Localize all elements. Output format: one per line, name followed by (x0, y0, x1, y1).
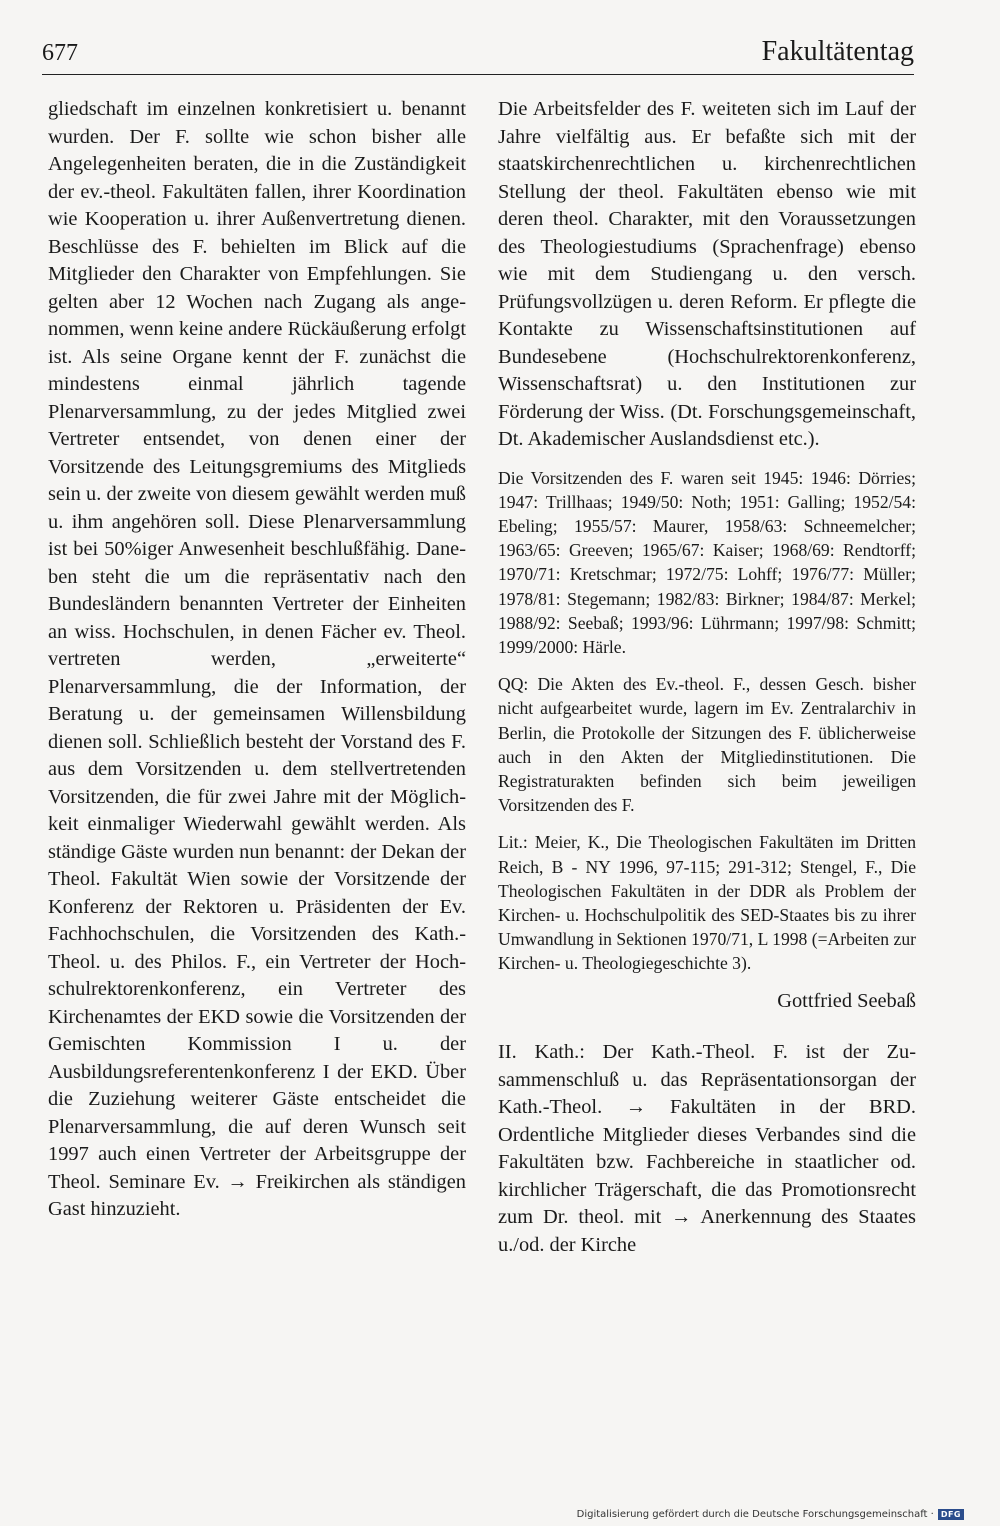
footer-credit-text: Digitalisierung gefördert durch die Deutsche Forschungsgemeinschaft · (576, 1509, 934, 1520)
author-signature: Gottfried Seebaß (777, 989, 916, 1012)
catholic-section-paragraph: II. Kath.: Der Kath.-Theol. F. ist der Zusammenschluß u. das Repräsentationsorgan der Kath.-Theol. → Fakultäten in der BRD. Ordentliche Mitglieder dieses Verbandes sind die Fakultäten bzw. Fachbereiche in staatlicher od. kirchlicher Trägerschaft, die das Promotionsrecht zum Dr. theol. mit → Anerkennung des Staates u./od. der Kirche (498, 1041, 916, 1256)
header-rule (42, 74, 914, 75)
right-column (498, 96, 916, 1259)
chairs-list: Die Vorsitzenden des F. waren seit 1945: 1946: Dörries; 1947: Trillhaas; 1949/50: Noth; 1951: Galling; 1952/54: Ebeling; 1955/57: Maurer, 1958/63: Schneemelcher; 1963/65: Greeven; 1965/67: Kaiser; 1968/69: Rendtorff; 1970/71: Kretschmar; 1972/75: Lohff; 1976/77: Müller; 1978/81: Stegemann; 1982/83: Birkner; 1984/87: Merkel; 1988/92: Seebaß; 1993/96: Lührmann; 1997/98: Schmitt; 1999/2000: Härle. (498, 467, 916, 657)
work-fields-paragraph: Die Arbeitsfelder des F. weiteten sich im Lauf der Jahre vielfältig aus. Er befaßte sich mit der staatskirchenrechtlichen u. kirchenrechtlichen Stellung der theol. Fakultäten ebenso wie mit deren theol. Charakter, mit den Voraussetzungen des Theologiestudiums (Sprachenfrage) ebenso wie mit dem Studiengang u. den versch. Prüfungsvollzügen u. deren Reform. Er pflegte die Kontakte zu Wissenschaftsinstitutionen auf Bundesebene (Hochschulrektorenkonferenz, Wissenschaftsrat) u. den Institutionen zur Förderung der Wiss. (Dt. Forschungsgemeinschaft, Dt. Akademischer Auslandsdienst etc.). (498, 98, 916, 450)
running-head: Fakultätentag (761, 36, 914, 67)
page-number: 677 (42, 40, 78, 66)
left-column (48, 96, 466, 1224)
footer-credit (577, 1509, 964, 1520)
sources-note: QQ: Die Akten des Ev.-theol. F., dessen Gesch. bisher nicht aufgearbeitet wurde, lagern im Ev. Zentralarchiv in Berlin, die Protokolle der Sitzungen des F. üblicherweise auch in den Akten der Mitgliedinstitutionen. Die Registraturakten befinden sich beim jeweiligen Vorsitzenden des F. (498, 674, 916, 816)
left-column-paragraph: gliedschaft im einzelnen konkretisiert u. benannt wurden. Der F. sollte wie schon bisher alle Angelegenheiten beraten, die in die Zuständigkeit der ev.-theol. Fakultäten fallen, ihrer Koordination wie Kooperation u. ihrer Außenvertretung dienen. Beschlüsse des F. behielten im Blick auf die Mitglieder den Charakter von Empfehlungen. Sie gelten aber 12 Wochen nach Zugang als angenommen, wenn keine andere Rückäußerung erfolgt ist. Als seine Organe kennt der F. zunächst die mindestens einmal jährlich tagende Plenarversammlung, zu der jedes Mitglied zwei Vertreter entsendet, von denen einer der Vorsitzende des Leitungsgremiums des Mitglieds sein u. der zweite von diesem gewählt werden muß u. ihm angehören soll. Diese Plenarversammlung ist bei 50%iger Anwesenheit beschlußfähig. Daneben steht die um die repräsentativ nach den Bundesländern benannten Vertreter der Einheiten an wiss. Hochschulen, in denen Fächer ev. Theol. vertreten werden, „erweiterte“ Plenarversammlung, die der Information, der Beratung u. der gemeinsamen Willensbildung dienen soll. Schließlich besteht der Vorstand des F. aus dem Vorsitzenden u. dem stellvertretenden Vorsitzenden, die für zwei Jahre mit der Möglichkeit einmaliger Wiederwahl gewählt werden. Als ständige Gäste wurden nun benannt: der Dekan der Theol. Fakultät Wien sowie der Vorsitzende der Konferenz der Rektoren u. Präsidenten der Ev. Fachhochschulen, die Vorsitzenden des Kath.-Theol. u. des Philos. F., ein Vertreter der Hochschulrektorenkonferenz, ein Vertreter des Kirchenamtes der EKD sowie die Vorsitzenden der Gemischten Kommission I u. der Ausbildungsreferentenkonferenz I der EKD. Über die Zuziehung weiterer Gäste entscheidet die Plenarversammlung, die auf deren Wunsch seit 1997 auch einen Vertreter der Arbeitsgruppe der Theol. Seminare Ev. → Freikirchen als ständigen Gast hinzuzieht. (48, 98, 466, 1220)
dfg-logo: DFG (938, 1509, 964, 1520)
literature-note: Lit.: Meier, K., Die Theologischen Fakultäten im Dritten Reich, B - NY 1996, 97-115; 291-312; Stengel, F., Die Theologischen Fakultäten in der DDR als Problem der Kirchen- u. Hochschulpolitik des SED-Staates bis zu ihrer Umwandlung in Sektionen 1970/71, L 1998 (=Arbeiten zur Kirchen- u. Theologiegeschichte 3). (498, 832, 916, 974)
